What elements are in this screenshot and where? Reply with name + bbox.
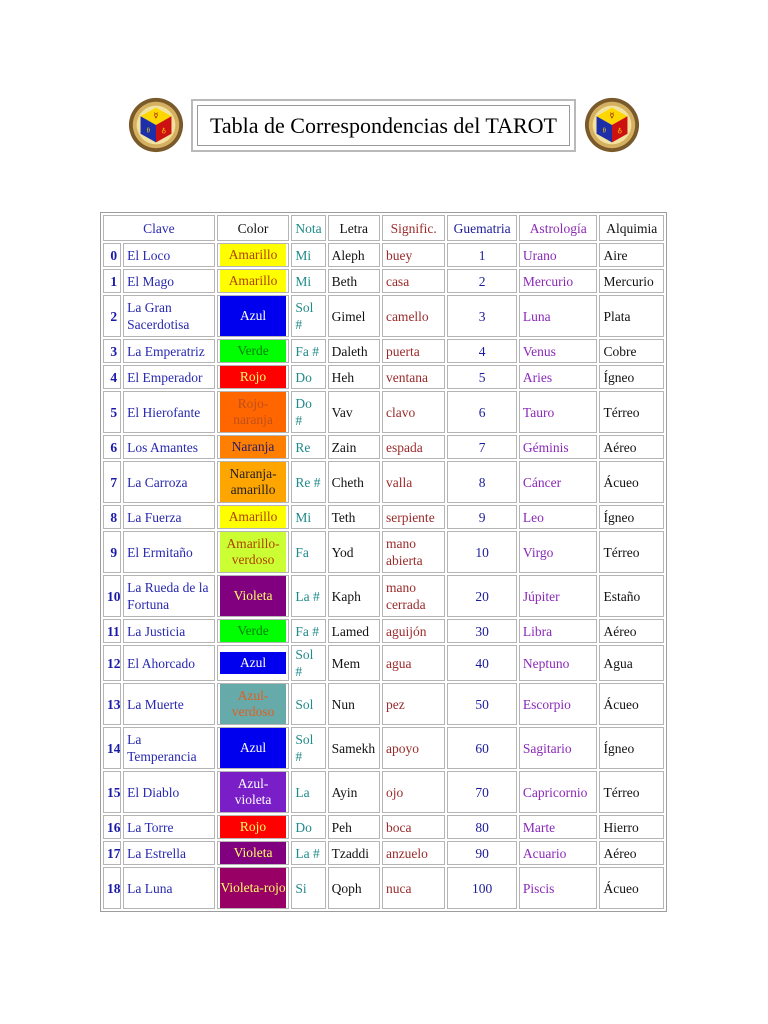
tarot-emblem-icon	[583, 96, 641, 154]
astrology-sign: Leo	[519, 505, 598, 529]
alchemy-element: Térreo	[599, 771, 664, 813]
letter-meaning: ojo	[382, 771, 445, 813]
hebrew-letter: Beth	[328, 269, 380, 293]
row-number: 5	[103, 391, 121, 433]
astrology-sign: Venus	[519, 339, 598, 363]
arcana-name: La Rueda de la Fortuna	[123, 575, 215, 617]
gematria-value: 2	[447, 269, 517, 293]
arcana-name: La Justicia	[123, 619, 215, 643]
musical-note: Do #	[291, 391, 325, 433]
letter-meaning: puerta	[382, 339, 445, 363]
table-row	[103, 505, 664, 529]
color-swatch: Violeta-rojo	[220, 868, 287, 908]
row-number: 9	[103, 531, 121, 573]
astrology-sign: Luna	[519, 295, 598, 337]
color-swatch: Violeta	[220, 842, 287, 864]
musical-note: Fa #	[291, 619, 325, 643]
letter-meaning: camello	[382, 295, 445, 337]
svg-text:☿: ☿	[153, 111, 159, 121]
table-row	[103, 531, 664, 573]
color-swatch: Rojo-naranja	[220, 392, 287, 432]
hebrew-letter: Vav	[328, 391, 380, 433]
alchemy-element: Aire	[599, 243, 664, 267]
color-swatch-cell	[217, 575, 290, 617]
letter-meaning: ventana	[382, 365, 445, 389]
color-swatch: Amarillo	[220, 270, 287, 292]
color-swatch: Azul	[220, 728, 287, 768]
musical-note: La #	[291, 575, 325, 617]
hebrew-letter: Daleth	[328, 339, 380, 363]
table-row	[103, 683, 664, 725]
musical-note: Fa	[291, 531, 325, 573]
alchemy-element: Mercurio	[599, 269, 664, 293]
hebrew-letter: Zain	[328, 435, 380, 459]
arcana-name: El Ermitaño	[123, 531, 215, 573]
column-header-signific: Signific.	[382, 215, 445, 241]
astrology-sign: Mercurio	[519, 269, 598, 293]
color-swatch-cell	[217, 867, 290, 909]
gematria-value: 70	[447, 771, 517, 813]
color-swatch-cell	[217, 771, 290, 813]
musical-note: Fa #	[291, 339, 325, 363]
letter-meaning: buey	[382, 243, 445, 267]
astrology-sign: Capricornio	[519, 771, 598, 813]
alchemy-element: Cobre	[599, 339, 664, 363]
table-row	[103, 645, 664, 681]
arcana-name: La Torre	[123, 815, 215, 839]
column-header-color: Color	[217, 215, 290, 241]
gematria-value: 20	[447, 575, 517, 617]
color-swatch-cell	[217, 243, 290, 267]
gematria-value: 100	[447, 867, 517, 909]
color-swatch-cell	[217, 505, 290, 529]
color-swatch: Violeta	[220, 576, 287, 616]
alchemy-element: Ácueo	[599, 683, 664, 725]
hebrew-letter: Cheth	[328, 461, 380, 503]
column-header-alquimia: Alquimia	[599, 215, 664, 241]
row-number: 2	[103, 295, 121, 337]
row-number: 14	[103, 727, 121, 769]
gematria-value: 50	[447, 683, 517, 725]
astrology-sign: Virgo	[519, 531, 598, 573]
letter-meaning: agua	[382, 645, 445, 681]
color-swatch-cell	[217, 645, 290, 681]
alchemy-element: Aéreo	[599, 619, 664, 643]
alchemy-element: Hierro	[599, 815, 664, 839]
arcana-name: El Ahorcado	[123, 645, 215, 681]
color-swatch-cell	[217, 295, 290, 337]
arcana-name: La Muerte	[123, 683, 215, 725]
arcana-name: La Estrella	[123, 841, 215, 865]
musical-note: Sol	[291, 683, 325, 725]
table-row	[103, 815, 664, 839]
gematria-value: 9	[447, 505, 517, 529]
column-header-letra: Letra	[328, 215, 380, 241]
color-swatch-cell	[217, 339, 290, 363]
gematria-value: 80	[447, 815, 517, 839]
color-swatch: Amarillo	[220, 506, 287, 528]
musical-note: Re #	[291, 461, 325, 503]
color-swatch-cell	[217, 391, 290, 433]
column-header-guematria: Guematria	[447, 215, 517, 241]
letter-meaning: pez	[382, 683, 445, 725]
tarot-emblem-icon	[127, 96, 185, 154]
astrology-sign: Géminis	[519, 435, 598, 459]
gematria-value: 6	[447, 391, 517, 433]
row-number: 0	[103, 243, 121, 267]
alchemy-element: Térreo	[599, 391, 664, 433]
alchemy-element: Ígneo	[599, 505, 664, 529]
color-swatch: Amarillo-verdoso	[220, 532, 287, 572]
musical-note: Si	[291, 867, 325, 909]
alchemy-element: Ácueo	[599, 867, 664, 909]
table-row	[103, 575, 664, 617]
alchemy-element: Estaño	[599, 575, 664, 617]
table-row	[103, 391, 664, 433]
color-swatch-cell	[217, 365, 290, 389]
gematria-value: 30	[447, 619, 517, 643]
color-swatch: Azul	[220, 296, 287, 336]
astrology-sign: Acuario	[519, 841, 598, 865]
musical-note: Sol #	[291, 645, 325, 681]
alchemy-element: Ígneo	[599, 727, 664, 769]
table-row	[103, 269, 664, 293]
header-row	[103, 215, 664, 241]
title-box	[191, 99, 576, 152]
table-row	[103, 771, 664, 813]
table-body	[103, 243, 664, 909]
arcana-name: La Gran Sacerdotisa	[123, 295, 215, 337]
svg-text:♁: ♁	[161, 127, 167, 135]
column-header-astrologia: Astrología	[519, 215, 598, 241]
letter-meaning: boca	[382, 815, 445, 839]
row-number: 10	[103, 575, 121, 617]
row-number: 7	[103, 461, 121, 503]
color-swatch-cell	[217, 619, 290, 643]
row-number: 15	[103, 771, 121, 813]
hebrew-letter: Aleph	[328, 243, 380, 267]
astrology-sign: Cáncer	[519, 461, 598, 503]
row-number: 1	[103, 269, 121, 293]
letter-meaning: mano cerrada	[382, 575, 445, 617]
alchemy-element: Ígneo	[599, 365, 664, 389]
svg-text:θ: θ	[602, 127, 606, 135]
hebrew-letter: Heh	[328, 365, 380, 389]
letter-meaning: valla	[382, 461, 445, 503]
letter-meaning: casa	[382, 269, 445, 293]
letter-meaning: serpiente	[382, 505, 445, 529]
hebrew-letter: Ayin	[328, 771, 380, 813]
column-header-nota: Nota	[291, 215, 325, 241]
astrology-sign: Libra	[519, 619, 598, 643]
letter-meaning: clavo	[382, 391, 445, 433]
hebrew-letter: Gimel	[328, 295, 380, 337]
astrology-sign: Escorpio	[519, 683, 598, 725]
color-swatch: Naranja	[220, 436, 287, 458]
alchemy-element: Aéreo	[599, 841, 664, 865]
arcana-name: La Temperancia	[123, 727, 215, 769]
astrology-sign: Júpiter	[519, 575, 598, 617]
hebrew-letter: Peh	[328, 815, 380, 839]
table-row	[103, 619, 664, 643]
row-number: 11	[103, 619, 121, 643]
musical-note: Mi	[291, 505, 325, 529]
musical-note: Re	[291, 435, 325, 459]
musical-note: Mi	[291, 269, 325, 293]
arcana-name: El Diablo	[123, 771, 215, 813]
table-row	[103, 867, 664, 909]
arcana-name: El Mago	[123, 269, 215, 293]
row-number: 3	[103, 339, 121, 363]
astrology-sign: Piscis	[519, 867, 598, 909]
row-number: 16	[103, 815, 121, 839]
table-row	[103, 461, 664, 503]
hebrew-letter: Mem	[328, 645, 380, 681]
letter-meaning: nuca	[382, 867, 445, 909]
letter-meaning: aguijón	[382, 619, 445, 643]
arcana-name: La Carroza	[123, 461, 215, 503]
arcana-name: La Luna	[123, 867, 215, 909]
alchemy-element: Térreo	[599, 531, 664, 573]
correspondence-table	[100, 212, 667, 912]
color-swatch-cell	[217, 727, 290, 769]
row-number: 18	[103, 867, 121, 909]
gematria-value: 8	[447, 461, 517, 503]
row-number: 13	[103, 683, 121, 725]
gematria-value: 3	[447, 295, 517, 337]
svg-text:θ: θ	[146, 127, 150, 135]
table-row	[103, 727, 664, 769]
astrology-sign: Tauro	[519, 391, 598, 433]
arcana-name: Los Amantes	[123, 435, 215, 459]
color-swatch-cell	[217, 841, 290, 865]
astrology-sign: Neptuno	[519, 645, 598, 681]
color-swatch: Verde	[220, 340, 287, 362]
musical-note: Sol #	[291, 295, 325, 337]
musical-note: Mi	[291, 243, 325, 267]
color-swatch: Rojo	[220, 816, 287, 838]
row-number: 8	[103, 505, 121, 529]
table-row	[103, 295, 664, 337]
hebrew-letter: Nun	[328, 683, 380, 725]
musical-note: Do	[291, 365, 325, 389]
table-row	[103, 243, 664, 267]
color-swatch-cell	[217, 269, 290, 293]
gematria-value: 5	[447, 365, 517, 389]
alchemy-element: Plata	[599, 295, 664, 337]
color-swatch: Azul-verdoso	[220, 684, 287, 724]
hebrew-letter: Tzaddi	[328, 841, 380, 865]
color-swatch-cell	[217, 815, 290, 839]
musical-note: Do	[291, 815, 325, 839]
alchemy-element: Ácueo	[599, 461, 664, 503]
astrology-sign: Sagitario	[519, 727, 598, 769]
astrology-sign: Aries	[519, 365, 598, 389]
alchemy-element: Aéreo	[599, 435, 664, 459]
astrology-sign: Urano	[519, 243, 598, 267]
gematria-value: 10	[447, 531, 517, 573]
arcana-name: La Fuerza	[123, 505, 215, 529]
musical-note: La	[291, 771, 325, 813]
row-number: 6	[103, 435, 121, 459]
color-swatch: Azul	[220, 652, 287, 674]
hebrew-letter: Samekh	[328, 727, 380, 769]
color-swatch-cell	[217, 435, 290, 459]
table-row	[103, 435, 664, 459]
table-row	[103, 365, 664, 389]
hebrew-letter: Yod	[328, 531, 380, 573]
color-swatch: Rojo	[220, 366, 287, 388]
arcana-name: El Hierofante	[123, 391, 215, 433]
color-swatch: Azul-violeta	[220, 772, 287, 812]
hebrew-letter: Qoph	[328, 867, 380, 909]
color-swatch: Amarillo	[220, 244, 287, 266]
arcana-name: El Loco	[123, 243, 215, 267]
astrology-sign: Marte	[519, 815, 598, 839]
hebrew-letter: Teth	[328, 505, 380, 529]
alchemy-element: Agua	[599, 645, 664, 681]
color-swatch: Verde	[220, 620, 287, 642]
arcana-name: La Emperatriz	[123, 339, 215, 363]
letter-meaning: apoyo	[382, 727, 445, 769]
gematria-value: 4	[447, 339, 517, 363]
gematria-value: 60	[447, 727, 517, 769]
letter-meaning: anzuelo	[382, 841, 445, 865]
table-row	[103, 339, 664, 363]
row-number: 12	[103, 645, 121, 681]
hebrew-letter: Lamed	[328, 619, 380, 643]
color-swatch-cell	[217, 683, 290, 725]
row-number: 4	[103, 365, 121, 389]
gematria-value: 40	[447, 645, 517, 681]
musical-note: La #	[291, 841, 325, 865]
gematria-value: 1	[447, 243, 517, 267]
column-header-clave: Clave	[103, 215, 215, 241]
color-swatch: Naranja-amarillo	[220, 462, 287, 502]
gematria-value: 90	[447, 841, 517, 865]
row-number: 17	[103, 841, 121, 865]
color-swatch-cell	[217, 531, 290, 573]
gematria-value: 7	[447, 435, 517, 459]
arcana-name: El Emperador	[123, 365, 215, 389]
letter-meaning: espada	[382, 435, 445, 459]
musical-note: Sol #	[291, 727, 325, 769]
table-row	[103, 841, 664, 865]
color-swatch-cell	[217, 461, 290, 503]
page-title: Tabla de Correspondencias del TAROT	[210, 112, 557, 138]
svg-text:☿: ☿	[609, 111, 615, 121]
hebrew-letter: Kaph	[328, 575, 380, 617]
svg-text:♁: ♁	[617, 127, 623, 135]
letter-meaning: mano abierta	[382, 531, 445, 573]
